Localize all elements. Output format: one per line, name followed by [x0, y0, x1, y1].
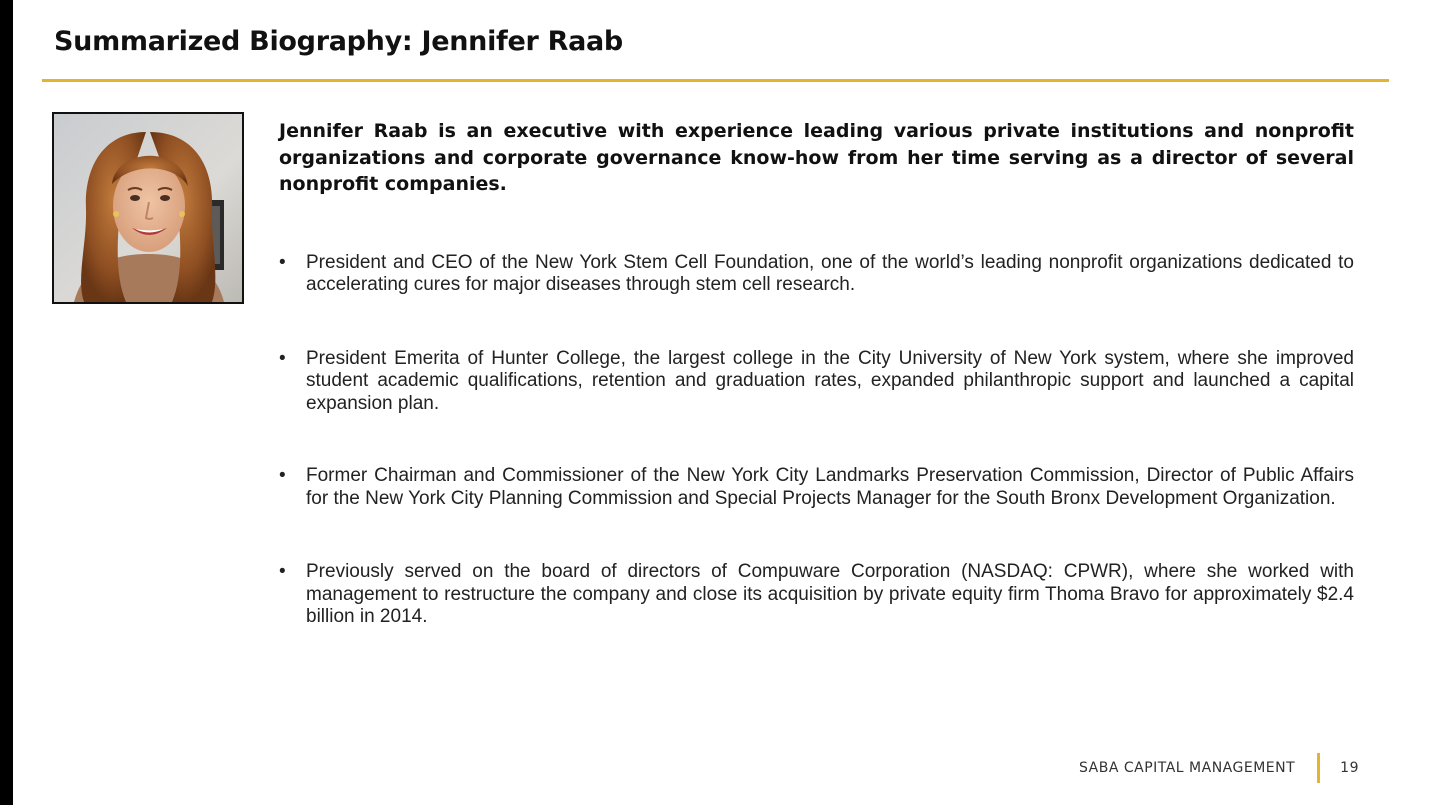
company-name: SABA CAPITAL MANAGEMENT — [1078, 760, 1296, 776]
biography-bullet-list — [279, 252, 1354, 629]
bullet-marker: • — [279, 347, 286, 369]
biography-content — [279, 118, 1354, 629]
portrait-photo — [52, 112, 244, 304]
bullet-marker: • — [279, 561, 286, 582]
title-underline — [42, 79, 1389, 82]
bullet-item — [279, 465, 1354, 510]
bullet-item — [279, 252, 1354, 297]
page-number: 19 — [1340, 760, 1359, 776]
footer-separator — [1317, 753, 1320, 783]
page-title: Summarized Biography: Jennifer Raab — [54, 26, 623, 57]
left-edge-bar — [0, 0, 13, 805]
bullet-text: President Emerita of Hunter College, the largest college in the City University of New York system, where she improved student academic qualifications, retention and graduation rates, expanded philanthropic support and launched a capital expansion plan. — [306, 347, 1354, 414]
bullet-marker: • — [279, 465, 286, 486]
slide-footer — [1079, 753, 1359, 783]
bullet-item — [279, 348, 1354, 416]
bullet-text: Previously served on the board of directors of Compuware Corporation (NASDAQ: CPWR), where she worked with management to restructure the company and close its acquisition by private equity firm Thoma Bravo for approximately $2.4 billion in 2014. — [306, 561, 1354, 627]
bullet-item — [279, 561, 1354, 629]
bullet-text: President and CEO of the New York Stem Cell Foundation, one of the world’s leading nonprofit organizations dedicated to accelerating cures for major diseases through stem cell research. — [306, 251, 1354, 295]
intro-summary: Jennifer Raab is an executive with experience leading various private institutions and nonprofit organizations and corporate governance know-how from her time serving as a director of several nonprofit companies. — [279, 120, 1354, 195]
bullet-text: Former Chairman and Commissioner of the New York City Landmarks Preservation Commission, Director of Public Affairs for the New York City Planning Commission and Special Projects Manager for the South Bronx Development Organization. — [306, 465, 1354, 509]
bullet-marker: • — [279, 251, 286, 273]
